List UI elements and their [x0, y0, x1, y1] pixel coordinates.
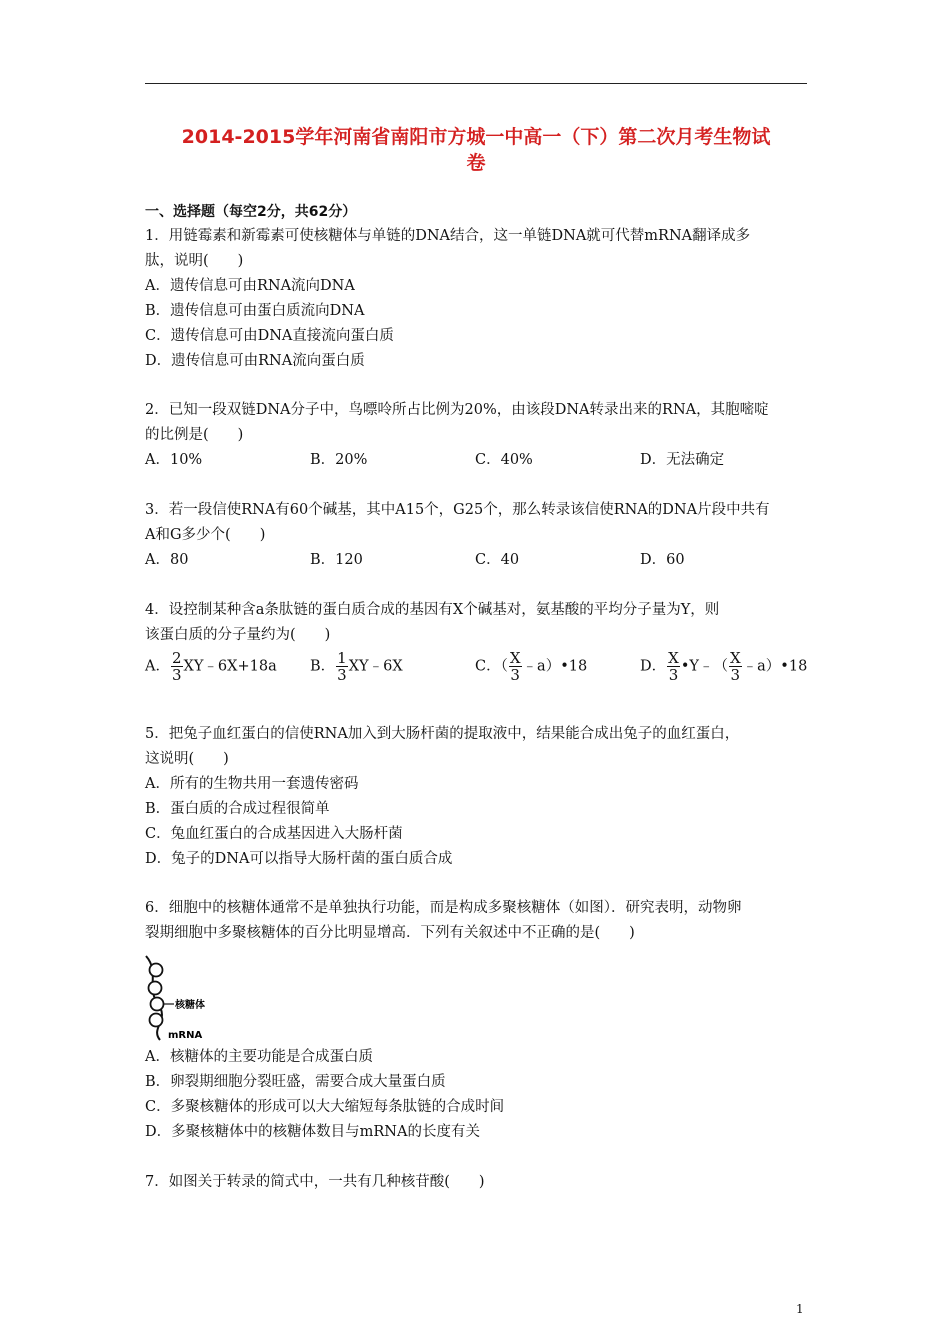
q1-stem-2: 肽，说明( ) — [145, 253, 244, 269]
polyribosome-figure — [140, 952, 230, 1042]
fraction: $\frac{X}{3}$ — [729, 649, 741, 684]
q2-option-a: A．10% — [145, 452, 203, 468]
q2-option-b: B．20% — [310, 452, 368, 468]
q7-stem-1: 7．如图关于转录的简式中，一共有几种核苷酸( ) — [145, 1174, 485, 1190]
fig-label-mrna: mRNA — [168, 1030, 203, 1041]
q1-option-c: C．遗传信息可由DNA直接流向蛋白质 — [145, 328, 394, 344]
header-rule — [145, 83, 807, 84]
fraction: $\frac{X}{3}$ — [668, 649, 679, 684]
q1-option-d: D．遗传信息可由RNA流向蛋白质 — [145, 353, 365, 369]
title-line-2: 卷 — [466, 152, 486, 174]
q3-stem-1: 3．若一段信使RNA有60个碱基，其中A15个，G25个，那么转录该信使RNA的DNA片段中共有 — [145, 502, 770, 518]
q6-option-c: C．多聚核糖体的形成可以大大缩短每条肽链的合成时间 — [145, 1099, 505, 1115]
q5-option-d: D．兔子的DNA可以指导大肠杆菌的蛋白质合成 — [145, 851, 453, 867]
q4-option-d: D． $\frac{X}{3}$ •Y﹣（ $\frac{X}{3}$ ﹣a）•18 — [640, 649, 808, 684]
q3-option-d: D．60 — [640, 552, 685, 568]
q4-stem-1: 4．设控制某种含a条肽链的蛋白质合成的基因有X个碱基对，氨基酸的平均分子量为Y，则 — [145, 602, 720, 618]
q4-option-a: A． $\frac{2}{3}$ XY﹣6X+18a — [145, 649, 277, 684]
q3-option-c: C．40 — [475, 552, 520, 568]
q6-stem-1: 6．细胞中的核糖体通常不是单独执行功能，而是构成多聚核糖体（如图）．研究表明，动物卵 — [145, 900, 742, 916]
q6-option-a: A．核糖体的主要功能是合成蛋白质 — [145, 1049, 373, 1065]
polyribosome-diagram — [140, 952, 230, 1042]
ribosome-1 — [150, 964, 163, 977]
q4-option-b: B． $\frac{1}{3}$ XY﹣6X — [310, 649, 403, 684]
fraction: $\frac{X}{3}$ — [509, 649, 521, 684]
q5-option-c: C．兔血红蛋白的合成基因进入大肠杆菌 — [145, 826, 403, 842]
q4-option-c: C．（ $\frac{X}{3}$ ﹣a）•18 — [475, 649, 588, 684]
title-line-1: 2014-2015学年河南省南阳市方城一中高一（下）第二次月考生物试 — [181, 126, 771, 148]
ribosome-4 — [150, 1014, 163, 1027]
q2-option-d: D．无法确定 — [640, 452, 725, 468]
q6-option-d: D．多聚核糖体中的核糖体数目与mRNA的长度有关 — [145, 1124, 480, 1140]
ribosome-3 — [151, 998, 164, 1011]
q5-stem-1: 5．把兔子血红蛋白的信使RNA加入到大肠杆菌的提取液中，结果能合成出兔子的血红蛋白， — [145, 726, 740, 742]
q5-option-a: A．所有的生物共用一套遗传密码 — [145, 776, 359, 792]
q1-option-b: B．遗传信息可由蛋白质流向DNA — [145, 303, 365, 319]
section-heading: 一、选择题（每空2分，共62分） — [145, 204, 357, 220]
ribosome-2 — [149, 982, 162, 995]
q4-stem-2: 该蛋白质的分子量约为( ) — [145, 627, 331, 643]
q6-stem-2: 裂期细胞中多聚核糖体的百分比明显增高．下列有关叙述中不正确的是( ) — [145, 925, 635, 941]
q6-option-b: B．卵裂期细胞分裂旺盛，需要合成大量蛋白质 — [145, 1074, 446, 1090]
q5-stem-2: 这说明( ) — [145, 751, 229, 767]
q5-option-b: B．蛋白质的合成过程很简单 — [145, 801, 330, 817]
q1-stem-1: 1．用链霉素和新霉素可使核糖体与单链的DNA结合，这一单链DNA就可代替mRNA翻译成多 — [145, 228, 751, 244]
q3-option-a: A．80 — [145, 552, 189, 568]
q3-option-b: B．120 — [310, 552, 363, 568]
q2-stem-1: 2．已知一段双链DNA分子中，鸟嘌呤所占比例为20%，由该段DNA转录出来的RNA，其胞嘧啶 — [145, 402, 769, 418]
q2-stem-2: 的比例是( ) — [145, 427, 244, 443]
page-number: 1 — [796, 1302, 804, 1316]
fraction: $\frac{2}{3}$ — [171, 649, 182, 684]
q2-option-c: C．40% — [475, 452, 533, 468]
q1-option-a: A．遗传信息可由RNA流向DNA — [145, 278, 355, 294]
fraction: $\frac{1}{3}$ — [337, 649, 347, 684]
page-title — [140, 124, 812, 176]
fig-label-ribosome: 核糖体 — [175, 1000, 205, 1011]
q3-stem-2: A和G多少个( ) — [145, 527, 266, 543]
